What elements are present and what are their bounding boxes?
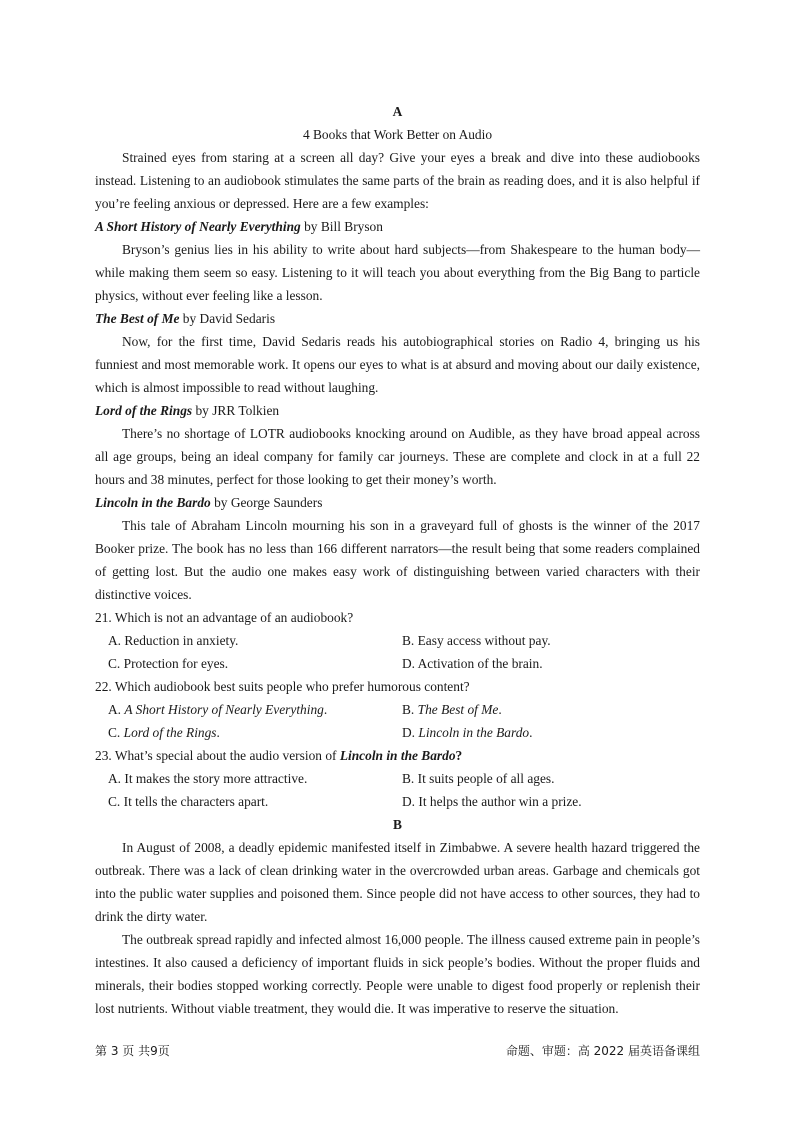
book-title: A Short History of Nearly Everything <box>95 219 301 234</box>
exam-page <box>95 100 700 1020</box>
intro-paragraph: Strained eyes from staring at a screen all day? Give your eyes a break and dive into these audiobooks instead. Listening to an audiobook stimulates the same parts of the brain as reading does, and it is also helpful if you’re feeling anxious or depressed. Here are a few examples: <box>95 150 700 211</box>
book-entry <box>95 491 700 606</box>
option-d: D. Activation of the brain. <box>402 656 543 671</box>
option-a: A. Reduction in anxiety. <box>108 633 239 648</box>
book-entry <box>95 307 700 399</box>
book-author: by David Sedaris <box>182 311 276 326</box>
option-a: A. It makes the story more attractive. <box>108 771 308 786</box>
book-entry <box>95 399 700 491</box>
question-22 <box>95 675 700 744</box>
book-author: by JRR Tolkien <box>195 403 280 418</box>
option-d: D. Lincoln in the Bardo. <box>402 725 533 740</box>
footer-credit: 命题、审题：高 2022 届英语备课组 <box>505 1044 700 1058</box>
question-21 <box>95 606 700 675</box>
book-description: Bryson’s genius lies in his ability to write about hard subjects—from Shakespeare to the human body—while making them seem so easy. Listening to it will teach you about everything from the Big Bang to particle physics, without ever feeling like a lesson. <box>95 242 700 303</box>
book-author: by George Saunders <box>214 495 323 510</box>
book-description: There’s no shortage of LOTR audiobooks knocking around on Audible, as they have broad appeal across all age groups, being an ideal company for family car journeys. These are complete and clock in at a full 22 hours and 38 minutes, perfect for those looking to get their money’s worth. <box>95 426 700 487</box>
option-b: B. The Best of Me. <box>402 702 502 717</box>
book-description: This tale of Abraham Lincoln mourning his son in a graveyard full of ghosts is the winner of the 2017 Booker prize. The book has no less than 166 different narrators—the result being that some readers complained of getting lost. But the audio one makes easy work of distinguishing between varied characters with their distinctive voices. <box>95 518 700 602</box>
book-title: Lincoln in the Bardo <box>95 495 211 510</box>
question-stem: 22. Which audiobook best suits people who prefer humorous content? <box>95 679 470 694</box>
option-a: A. A Short History of Nearly Everything. <box>108 702 328 717</box>
option-c: C. Lord of the Rings. <box>108 725 220 740</box>
option-b: B. Easy access without pay. <box>402 633 551 648</box>
book-description: Now, for the first time, David Sedaris reads his autobiographical stories on Radio 4, bringing us his funniest and most memorable work. It opens our eyes to what is at absurd and moving about our daily existence, which is almost impossible to read without laughing. <box>95 334 700 395</box>
section-b-paragraph: The outbreak spread rapidly and infected almost 16,000 people. The illness caused extreme pain in people’s intestines. It also caused a deficiency of important fluids in sick people’s bodies. Without the proper fluids and minerals, their bodies stopped working correctly. People were unable to digest food properly or replenish their lost nutrients. Without viable treatment, they would die. It was imperative to reserve the situation. <box>95 932 700 1016</box>
section-b-paragraph: In August of 2008, a deadly epidemic manifested itself in Zimbabwe. A severe health hazard triggered the outbreak. There was a lack of clean drinking water in the overcrowded urban areas. Garbage and chemicals got into the public water supplies and poisoned them. Since people did not have access to other sources, they had to drink the dirty water. <box>95 840 700 924</box>
question-stem: 21. Which is not an advantage of an audiobook? <box>95 610 354 625</box>
page-footer <box>95 1042 700 1059</box>
option-c: C. It tells the characters apart. <box>108 794 269 809</box>
section-a-title: 4 Books that Work Better on Audio <box>302 127 493 142</box>
question-23 <box>95 744 700 813</box>
option-b: B. It suits people of all ages. <box>402 771 555 786</box>
book-title: Lord of the Rings <box>95 403 193 418</box>
question-stem: 23. What’s special about the audio version of Lincoln in the Bardo? <box>95 748 463 763</box>
book-author: by Bill Bryson <box>304 219 383 234</box>
book-entry <box>95 215 700 307</box>
page-number: 第 3 页 共9页 <box>95 1044 170 1058</box>
section-b-letter: B <box>393 817 402 832</box>
option-c: C. Protection for eyes. <box>108 656 229 671</box>
option-d: D. It helps the author win a prize. <box>402 794 582 809</box>
book-title: The Best of Me <box>95 311 180 326</box>
section-a-letter: A <box>392 104 403 119</box>
